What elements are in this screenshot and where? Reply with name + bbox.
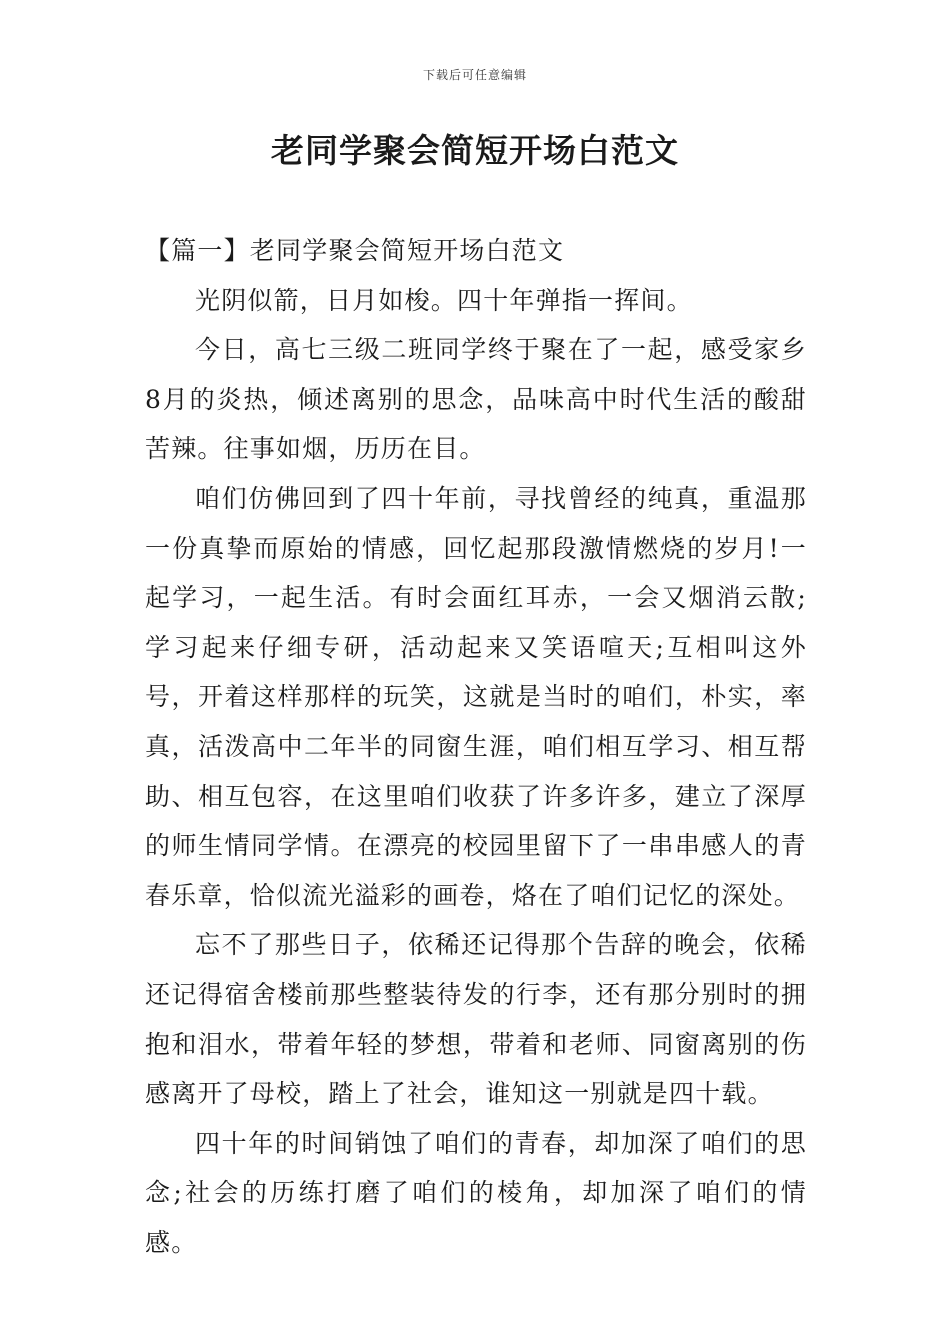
header-note: 下载后可任意编辑 (422, 68, 527, 82)
paragraph-5: 四十年的时间销蚀了咱们的青春，却加深了咱们的思念;社会的历练打磨了咱们的棱角，却加深了咱们的情感。 (145, 1128, 807, 1257)
paragraph-1: 光阴似箭，日月如梭。四十年弹指一挥间。 (195, 285, 693, 315)
document-body (145, 226, 807, 1267)
paragraph-4: 忘不了那些日子，依稀还记得那个告辞的晚会，依稀还记得宿舍楼前那些整装待发的行李，还有那分别时的拥抱和泪水，带着年轻的梦想，带着和老师、同窗离别的伤感离开了母校，踏上了社会，谁知这一别就是四十载。 (145, 930, 807, 1109)
document-title: 老同学聚会简短开场白范文 (271, 131, 679, 170)
section-heading: 【篇一】老同学聚会简短开场白范文 (145, 236, 565, 265)
paragraph-3: 咱们仿佛回到了四十年前，寻找曾经的纯真，重温那一份真挚而原始的情感，回忆起那段激情燃烧的岁月!一起学习，一起生活。有时会面红耳赤，一会又烟消云散;学习起来仔细专研，活动起来又笑语喧天;互相叫这外号，开着这样那样的玩笑，这就是当时的咱们，朴实，率真，活泼高中二年半的同窗生涯，咱们相互学习、相互帮助、相互包容，在这里咱们收获了许多许多，建立了深厚的师生情同学情。在漂亮的校园里留下了一串串感人的青春乐章，恰似流光溢彩的画卷，烙在了咱们记忆的深处。 (145, 483, 807, 910)
paragraph-2: 今日，高七三级二班同学终于聚在了一起，感受家乡8月的炎热，倾述离别的思念，品味高中时代生活的酸甜苦辣。往事如烟，历历在目。 (145, 335, 807, 464)
